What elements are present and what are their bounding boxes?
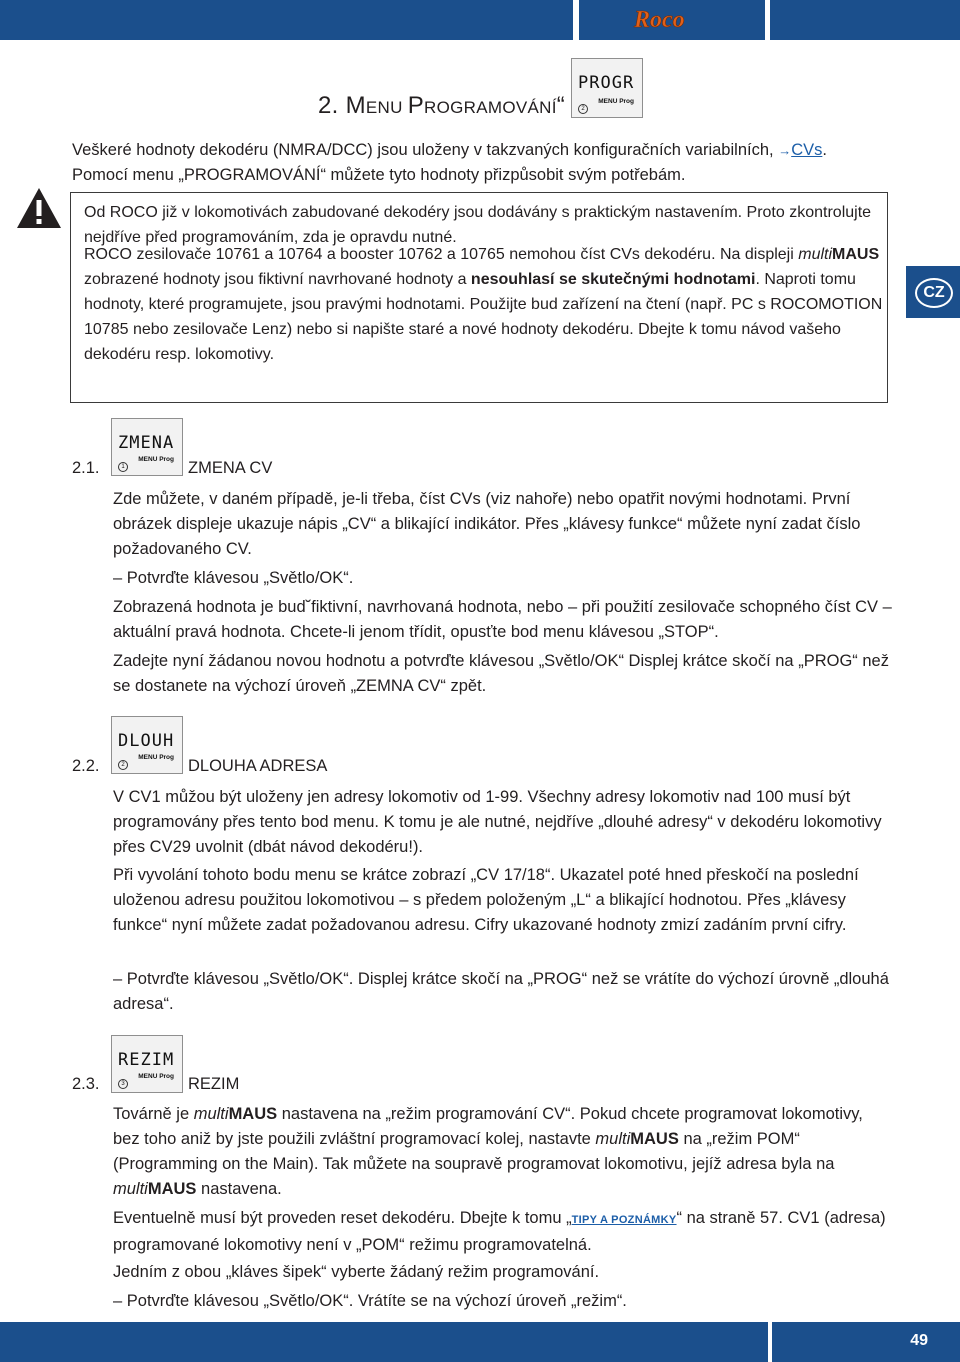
zmena-display-icon: ZMENA MENU Prog 1 <box>111 418 183 476</box>
header-bar <box>0 0 960 40</box>
footer-stripe-left <box>0 1322 768 1362</box>
section-paragraph: Při vyvolání tohoto bodu menu se krátce zobrazí „CV 17/18“. Ukazatel poté hned přeskočí na poslední uloženou adresu použitou lokomotivou – s předem položeným „L“ a blikající hodnotou. Přes „klávesy funkce“ nyní můžete zadat požadovanou adresu. Cifry ukazované hodnoty zmizí zadáním první cifry. <box>113 866 859 934</box>
intro-text: Veškeré hodnoty dekodéru (NMRA/DCC) jsou uloženy v takzvaných konfiguračních variabilních, →CVs. Pomocí menu „PROGRAMOVÁNÍ“ můžete tyto hodnoty přizpůsobit svým potřebám. <box>72 141 827 184</box>
section-title: REZIM <box>188 1075 240 1093</box>
progr-display-icon: PROGR MENU Prog 2 <box>571 58 643 118</box>
dlouh-display-icon: DLOUH MENU Prog 2 <box>111 716 183 774</box>
section-number: 2.2. <box>72 757 100 775</box>
section-paragraph: Továrně je multiMAUS nastavena na „režim programování CV“. Pokud chcete programovat lokomotivy, bez toho aniž by jste použili zvláštní programovací kolej, nastavte multiMAUS na „režim POM“ (Programming on the Main). Tak můžete na soupravě programovat lokomotivu, jejíž adresa byla na multiMAUS nastavena. <box>113 1105 863 1198</box>
section-paragraph: Jedním z obou „kláves šipek“ vyberte žádaný režim programování. <box>113 1263 600 1281</box>
header-stripe-left <box>0 0 573 40</box>
section-paragraph: Zadejte nyní žádanou novou hodnotu a potvrďte klávesou „Světlo/OK“ Displej krátce skočí na „PROG“ než se dostanete na výchozí úroveň „ZEMNA CV“ zpět. <box>113 652 889 695</box>
language-tab-cz: CZ <box>906 266 960 318</box>
section-step: – Potvrďte klávesou „Světlo/OK“. <box>113 569 354 587</box>
section-paragraph: Zobrazená hodnota je bud˘fiktivní, navrhovaná hodnota, nebo – při použití zesilovače schopného číst CV – aktuální pravá hodnota. Chcete-li jenom třídit, opusťte bod menu klávesou „STOP“. <box>113 598 892 641</box>
section-paragraph: V CV1 můžou být uloženy jen adresy lokomotiv od 1-99. Všechny adresy lokomotiv nad 100 musí být programovány přes tento bod menu. K tomu je ale nutné, nejdříve „dlouhé adresy“ v dekodéru lokomotivy přes CV29 uvolnit (dbát návod dekodéru!). <box>113 788 882 856</box>
svg-text:Roco: Roco <box>634 7 685 33</box>
roco-logo <box>630 4 740 34</box>
section-title: DLOUHA ADRESA <box>188 757 328 775</box>
warning-icon <box>15 186 63 230</box>
section-number: 2.3. <box>72 1075 100 1093</box>
section-number: 2.1. <box>72 459 100 477</box>
page-title: 2. MENU PROGRAMOVÁNÍ“ <box>318 92 566 119</box>
tips-link[interactable]: TIPY A POZNÁMKY <box>571 1214 677 1226</box>
footer-stripe-right <box>772 1322 960 1362</box>
cvs-link[interactable]: CVs <box>791 141 823 159</box>
section-step: – Potvrďte klávesou „Světlo/OK“. Displej krátce skočí na „PROG“ než se vrátíte do výchozí úrovně „dlouhá adresa“. <box>113 970 889 1013</box>
page-number: 49 <box>910 1332 928 1349</box>
section-step: – Potvrďte klávesou „Světlo/OK“. Vrátíte se na výchozí úroveň „režim“. <box>113 1292 627 1310</box>
section-paragraph: Eventuelně musí být proveden reset dekodéru. Dbejte k tomu „TIPY A POZNÁMKY“ na straně 57. CV1 (adresa) programované lokomotivy není v „POM“ režimu programovatelná. <box>113 1209 886 1254</box>
rezim-display-icon: REZIM MENU Prog 3 <box>111 1035 183 1093</box>
warning-paragraph-1: Od ROCO již v lokomotivách zabudované dekodéry jsou dodávány s praktickým nastavením. Proto zkontrolujte nejdříve před programováním, zda je opravdu nutné. <box>84 204 872 246</box>
footer-bar <box>0 1322 960 1362</box>
warning-paragraph-2: ROCO zesilovače 10761 a 10764 a booster 10762 a 10765 nemohou číst CVs dekodéru. Na displeji multiMAUS zobrazené hodnoty jsou fiktivní navrhované hodnoty a nesouhlasí se skutečnými hodnotami. Naproti tomu hodnoty, které programujete, jsou pravými hodnotami. Použijte bud zařízení na čtení (např. PC s ROCOMOTION 10785 nebo zesilovače Lenz) nebo si napište staré a nové hodnoty dekodéru. Dbejte k tomu návod vašeho dekodéru resp. lokomotivy. <box>84 246 883 363</box>
section-title: ZMENA CV <box>188 459 273 477</box>
header-stripe-right <box>770 0 960 40</box>
section-paragraph: Zde můžete, v daném případě, je-li třeba, číst CVs (viz nahoře) nebo opatřit novými hodnotami. První obrázek displeje ukazuje nápis „CV“ a blikající indikátor. Přes „klávesy funkce“ můžete nyní zadat číslo požadovaného CV. <box>113 490 861 558</box>
